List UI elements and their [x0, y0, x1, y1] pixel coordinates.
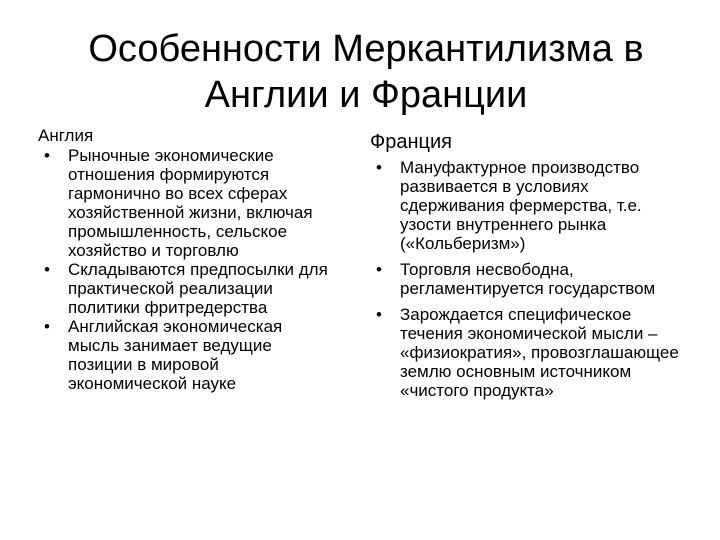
- bullet-icon: •: [44, 146, 50, 165]
- england-bullet-item: [38, 146, 338, 260]
- bullet-icon: •: [376, 260, 382, 279]
- england-bullet-text: Рыночные экономические отношения формируются гармонично во всех сферах хозяйственной жизни, включая промышленность, сельское хозяйство и торговлю: [68, 146, 313, 260]
- france-bullet-text: Мануфактурное производство развивается в условиях сдерживания фермерства, т.е. узости внутреннего рынка («Кольберизм»): [400, 158, 642, 253]
- bullet-icon: •: [44, 260, 50, 279]
- england-bullet-item: [38, 260, 338, 317]
- slide-title: Особенности Меркантилизма в Англии и Франции: [88, 28, 644, 116]
- bullet-icon: •: [376, 305, 382, 324]
- france-bullet-item: [370, 158, 682, 253]
- england-bullet-text: Английская экономическая мысль занимает ведущие позиции в мировой экономической науке: [68, 317, 283, 393]
- france-heading: Франция: [370, 131, 452, 153]
- france-bullet-item: [370, 260, 682, 298]
- england-bullet-list: [38, 146, 338, 393]
- england-column: [38, 126, 338, 393]
- france-column: [370, 126, 682, 407]
- france-bullet-text: Зарождается специфическое течения экономической мысли – «физиократия», провозглашающее землю основным источником «чистого продукта»: [400, 305, 679, 400]
- france-bullet-text: Торговля несвободна, регламентируется государством: [400, 260, 656, 298]
- france-bullet-item: [370, 305, 682, 400]
- bullet-icon: •: [44, 317, 50, 336]
- bullet-icon: •: [376, 158, 382, 177]
- england-bullet-item: [38, 317, 338, 393]
- france-bullet-list: [370, 158, 682, 400]
- england-bullet-text: Складываются предпосылки для практической реализации политики фритредерства: [68, 260, 328, 317]
- england-heading: Англия: [38, 126, 94, 145]
